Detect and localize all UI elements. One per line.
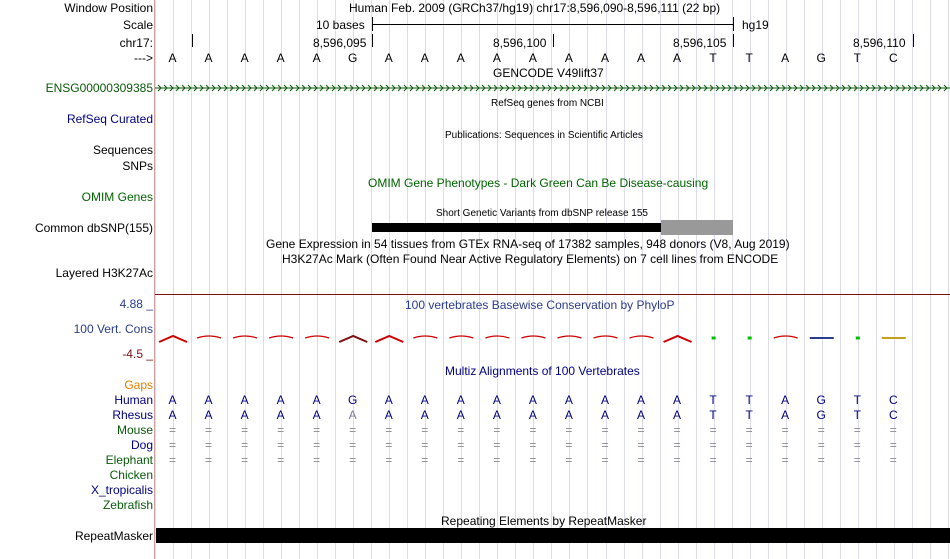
elephant-match: = [637, 453, 645, 467]
mouse-match: = [565, 423, 573, 437]
dog-match: = [313, 438, 321, 452]
human-base: T [853, 393, 861, 407]
human-base: A [456, 393, 465, 407]
phylop-mark [339, 336, 367, 342]
elephant-match: = [709, 453, 717, 467]
rhesus-base: G [816, 408, 826, 422]
strand-label: ---> [134, 51, 153, 65]
elephant-match: = [565, 453, 573, 467]
rhesus-base: A [204, 408, 213, 422]
mouse-match: = [853, 423, 861, 437]
mouse-match: = [493, 423, 501, 437]
species-label-dog[interactable]: Dog [130, 438, 153, 452]
species-label-mouse[interactable]: Mouse [116, 423, 153, 437]
repeatmasker-track-label[interactable]: RepeatMasker [74, 529, 153, 543]
phylop-track-title: 100 vertebrates Basewise Conservation by PhyloP [405, 298, 675, 312]
human-base: G [816, 393, 826, 407]
human-base: A [673, 393, 682, 407]
phylop-mark [413, 336, 437, 338]
gaps-label[interactable]: Gaps [124, 378, 153, 392]
reference-base: A [384, 51, 393, 65]
mouse-match: = [421, 423, 429, 437]
phylop-mark [375, 336, 403, 342]
dog-match: = [457, 438, 465, 452]
scale-bar [372, 24, 733, 25]
reference-base: G [348, 51, 358, 65]
dog-match: = [781, 438, 789, 452]
dbsnp-track-title: Short Genetic Variants from dbSNP release 155 [436, 208, 648, 219]
phylop-mark [159, 336, 187, 342]
human-base: A [492, 393, 501, 407]
dog-match: = [529, 438, 537, 452]
dog-match: = [385, 438, 393, 452]
gencode-track-label[interactable]: ENSG00000309385 [45, 81, 153, 95]
elephant-match: = [673, 453, 681, 467]
scale-bar-right-tick [733, 17, 734, 31]
ruler-position: 8,596,105 [673, 36, 727, 50]
rhesus-base: A [348, 408, 357, 422]
dog-match: = [637, 438, 645, 452]
reference-base: T [709, 51, 717, 65]
elephant-match: = [493, 453, 501, 467]
human-base: T [709, 393, 717, 407]
phylop-mark [305, 336, 329, 338]
elephant-match: = [601, 453, 609, 467]
human-base: A [637, 393, 646, 407]
ruler-position: 8,596,100 [493, 36, 547, 50]
phylop-conservation-plot[interactable] [155, 330, 950, 346]
elephant-match: = [853, 453, 861, 467]
dog-match: = [421, 438, 429, 452]
elephant-match: = [241, 453, 249, 467]
mouse-match: = [889, 423, 897, 437]
dog-match: = [745, 438, 753, 452]
multiz-track-title: Multiz Alignments of 100 Vertebrates [445, 364, 640, 378]
mouse-match: = [637, 423, 645, 437]
dog-match: = [853, 438, 861, 452]
species-label-x-tropicalis[interactable]: X_tropicalis [90, 483, 153, 497]
elephant-match: = [313, 453, 321, 467]
human-base: A [240, 393, 249, 407]
dog-match: = [349, 438, 357, 452]
phylop-mark [557, 336, 581, 338]
mouse-match: = [673, 423, 681, 437]
phylop-mark [449, 336, 473, 338]
rhesus-base: A [600, 408, 609, 422]
human-base: A [312, 393, 321, 407]
publications-snps-label[interactable]: SNPs [122, 159, 153, 173]
human-base: A [204, 393, 213, 407]
human-base: A [781, 393, 790, 407]
mouse-match: = [313, 423, 321, 437]
reference-base: A [492, 51, 501, 65]
dog-match: = [168, 438, 176, 452]
gtex-track-title: Gene Expression in 54 tissues from GTEx RNA-seq of 17382 samples, 948 donors (V8, Aug 2019) [266, 237, 790, 251]
rhesus-base: C [888, 408, 898, 422]
human-base: G [348, 393, 358, 407]
h3k27ac-track-label[interactable]: Layered H3K27Ac [55, 266, 153, 280]
rhesus-base: T [745, 408, 753, 422]
ruler-tick [553, 34, 554, 47]
mouse-match: = [457, 423, 465, 437]
dog-match: = [493, 438, 501, 452]
species-label-zebrafish[interactable]: Zebrafish [102, 498, 153, 512]
rhesus-base: A [276, 408, 285, 422]
rhesus-base: A [781, 408, 790, 422]
mouse-match: = [241, 423, 249, 437]
repeatmasker-track-title: Repeating Elements by RepeatMasker [441, 514, 647, 528]
rhesus-base: A [456, 408, 465, 422]
human-base: A [384, 393, 393, 407]
human-base: A [600, 393, 609, 407]
refseq-track-title: RefSeq genes from NCBI [491, 98, 604, 109]
dog-match: = [673, 438, 681, 452]
elephant-match: = [457, 453, 465, 467]
phylop-mark [774, 336, 798, 338]
mouse-match: = [745, 423, 753, 437]
scale-text: 10 bases [316, 18, 365, 32]
dog-match: = [817, 438, 825, 452]
human-base: A [564, 393, 573, 407]
rhesus-base: T [853, 408, 861, 422]
phylop-mark [664, 336, 692, 342]
gencode-track-title: GENCODE V49lift37 [493, 66, 604, 80]
h3k27ac-track-title: H3K27Ac Mark (Often Found Near Active Regulatory Elements) on 7 cell lines from ENCODE [282, 252, 779, 266]
reference-base: A [168, 51, 177, 65]
mouse-match: = [817, 423, 825, 437]
assembly-position-text: Human Feb. 2009 (GRCh37/hg19) chr17:8,596,090-8,596,111 (22 bp) [349, 1, 721, 15]
mouse-match: = [709, 423, 717, 437]
elephant-match: = [205, 453, 213, 467]
dog-match: = [277, 438, 285, 452]
elephant-match: = [889, 453, 897, 467]
chrom-label: chr17: [119, 36, 153, 50]
dog-match: = [601, 438, 609, 452]
mouse-match: = [601, 423, 609, 437]
reference-base: A [564, 51, 573, 65]
ruler-tick [733, 34, 734, 47]
phylop-min-label: -4.5 _ [122, 347, 153, 361]
phylop-mark [233, 336, 257, 338]
ruler-position: 8,596,110 [853, 36, 906, 50]
reference-base: A [276, 51, 285, 65]
rhesus-base: A [420, 408, 429, 422]
reference-base: A [781, 51, 790, 65]
phylop-mark [485, 336, 509, 338]
reference-base: A [600, 51, 609, 65]
omim-track-title: OMIM Gene Phenotypes - Dark Green Can Be Disease-causing [368, 176, 709, 190]
reference-base: T [745, 51, 753, 65]
human-base: A [276, 393, 285, 407]
elephant-match: = [277, 453, 285, 467]
mouse-match: = [349, 423, 357, 437]
rhesus-base: A [384, 408, 393, 422]
rhesus-base: A [564, 408, 573, 422]
reference-base: A [204, 51, 213, 65]
reference-base: C [888, 51, 898, 65]
rhesus-base: A [673, 408, 682, 422]
elephant-match: = [781, 453, 789, 467]
human-base: T [745, 393, 753, 407]
publications-track-title: Publications: Sequences in Scientific Articles [445, 130, 643, 141]
dbsnp-track-label[interactable]: Common dbSNP(155) [34, 221, 153, 235]
elephant-match: = [168, 453, 176, 467]
dog-match: = [709, 438, 717, 452]
repeatmasker-element[interactable] [156, 528, 950, 543]
refseq-track-label[interactable]: RefSeq Curated [66, 112, 153, 126]
dog-match: = [205, 438, 213, 452]
rhesus-base: T [709, 408, 717, 422]
species-label-human[interactable]: Human [114, 393, 153, 407]
publications-sequences-label[interactable]: Sequences [92, 143, 153, 157]
species-label-rhesus[interactable]: Rhesus [112, 408, 153, 422]
species-label-chicken[interactable]: Chicken [109, 468, 153, 482]
phylop-mark [630, 336, 654, 338]
scale-label: Scale [122, 18, 153, 32]
rhesus-base: A [168, 408, 177, 422]
dog-match: = [565, 438, 573, 452]
phylop-track-label[interactable]: 100 Vert. Cons [73, 322, 153, 336]
mouse-match: = [529, 423, 537, 437]
window-position-label: Window Position [64, 1, 153, 15]
species-label-elephant[interactable]: Elephant [105, 453, 153, 467]
elephant-match: = [745, 453, 753, 467]
gencode-gene-feature[interactable] [155, 80, 950, 96]
elephant-match: = [385, 453, 393, 467]
mouse-match: = [168, 423, 176, 437]
reference-base: A [420, 51, 429, 65]
ruler-position: 8,596,095 [313, 36, 367, 50]
reference-base: A [456, 51, 465, 65]
phylop-max-label: 4.88 _ [119, 297, 153, 311]
human-base: A [168, 393, 177, 407]
dbsnp-variant-highlight[interactable] [661, 220, 733, 235]
rhesus-base: A [312, 408, 321, 422]
reference-base: A [240, 51, 249, 65]
scale-assembly: hg19 [742, 18, 769, 32]
elephant-match: = [421, 453, 429, 467]
reference-base: A [312, 51, 321, 65]
phylop-mark [594, 336, 618, 338]
human-base: A [528, 393, 537, 407]
mouse-match: = [277, 423, 285, 437]
rhesus-base: A [240, 408, 249, 422]
rhesus-base: A [528, 408, 537, 422]
ruler-tick [372, 34, 373, 47]
reference-base: A [673, 51, 682, 65]
mouse-match: = [385, 423, 393, 437]
phylop-mark [269, 336, 293, 338]
elephant-match: = [349, 453, 357, 467]
ruler-tick [192, 34, 193, 47]
elephant-match: = [529, 453, 537, 467]
mouse-match: = [781, 423, 789, 437]
dog-match: = [241, 438, 249, 452]
phylop-mark [521, 336, 545, 338]
rhesus-base: A [492, 408, 501, 422]
reference-base: A [637, 51, 646, 65]
phylop-mark [197, 336, 221, 338]
reference-base: T [853, 51, 861, 65]
human-base: A [420, 393, 429, 407]
omim-track-label[interactable]: OMIM Genes [81, 190, 153, 204]
human-base: C [888, 393, 898, 407]
h3k27ac-baseline [155, 294, 950, 295]
reference-base: A [528, 51, 537, 65]
reference-base: G [816, 51, 826, 65]
mouse-match: = [205, 423, 213, 437]
rhesus-base: A [637, 408, 646, 422]
dog-match: = [889, 438, 897, 452]
ruler-tick [913, 34, 914, 47]
elephant-match: = [817, 453, 825, 467]
